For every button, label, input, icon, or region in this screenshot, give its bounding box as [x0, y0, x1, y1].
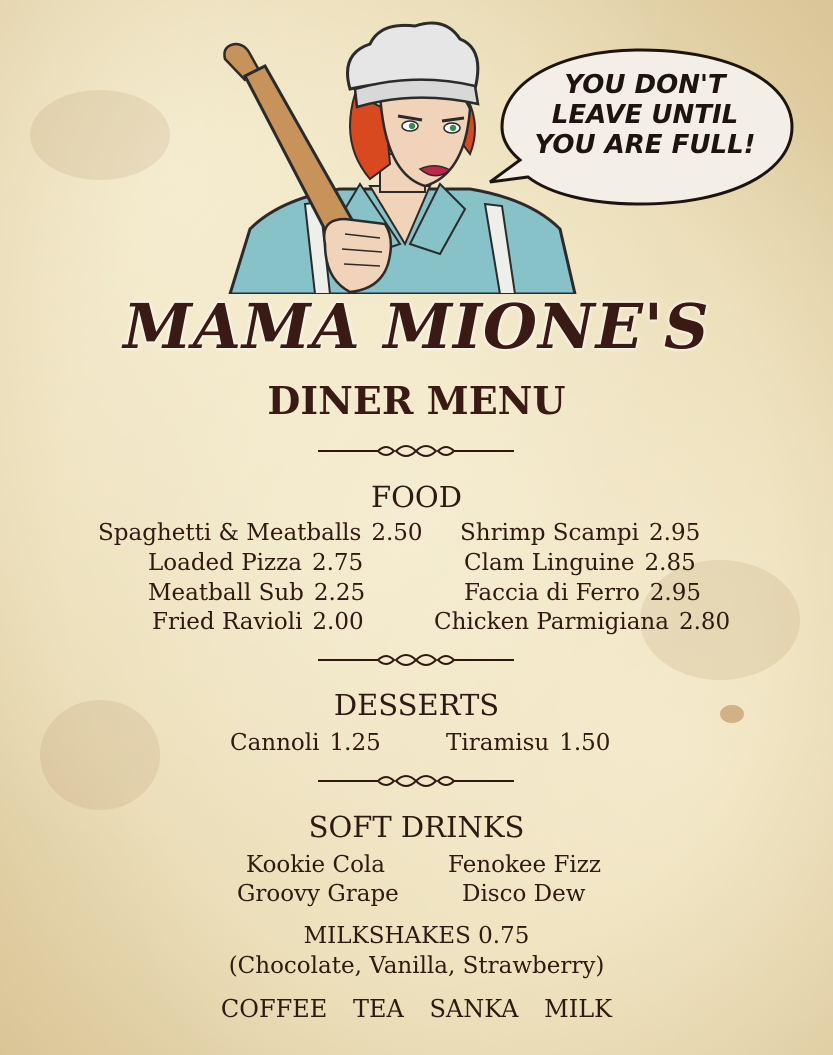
speech-bubble-text — [520, 70, 770, 160]
item-price: 1.25 — [329, 730, 381, 756]
menu-item — [98, 520, 423, 546]
item-price: 2.25 — [313, 580, 366, 606]
item-name: Tiramisu — [446, 730, 550, 756]
ornament-divider-icon — [316, 771, 516, 791]
other-drinks-row — [0, 995, 833, 1023]
drink-coffee: COFFEE — [220, 995, 328, 1023]
ornament-divider-icon — [316, 650, 516, 670]
item-name: Meatball Sub — [148, 580, 304, 606]
item-name: Loaded Pizza — [148, 550, 302, 576]
drink-item: Kookie Cola — [246, 852, 385, 878]
restaurant-title: MAMA MIONE'S — [123, 290, 710, 363]
drink-tea: TEA — [352, 995, 404, 1023]
drink-item: Groovy Grape — [237, 881, 399, 907]
item-name: Faccia di Ferro — [464, 580, 640, 606]
menu-item — [446, 730, 610, 756]
desserts-heading: DESSERTS — [333, 688, 500, 722]
item-name: Fried Ravioli — [152, 609, 303, 635]
menu-item — [464, 550, 696, 576]
menu-item — [460, 520, 700, 546]
item-price: 2.95 — [649, 580, 702, 606]
item-price: 2.75 — [311, 550, 364, 576]
item-name: Shrimp Scampi — [460, 520, 640, 546]
item-name: Cannoli — [230, 730, 320, 756]
paper-stain — [30, 90, 170, 180]
drink-item: Fenokee Fizz — [448, 852, 601, 878]
menu-item — [464, 580, 701, 606]
item-price: 2.00 — [312, 609, 364, 635]
drink-milk: MILK — [544, 995, 613, 1023]
ornament-divider-icon — [316, 441, 516, 461]
item-price: 2.50 — [371, 520, 423, 546]
item-price: 1.50 — [559, 730, 611, 756]
item-price: 2.95 — [649, 520, 701, 546]
menu-item — [152, 609, 364, 635]
item-name: Clam Linguine — [464, 550, 635, 576]
milkshake-flavors: (Chocolate, Vanilla, Strawberry) — [228, 953, 605, 979]
menu-item — [230, 730, 381, 756]
menu-subtitle: DINER MENU — [267, 378, 566, 423]
menu-item — [434, 609, 730, 635]
bubble-line-2: LEAVE UNTIL — [551, 100, 739, 130]
bubble-line-3: YOU ARE FULL! — [534, 130, 756, 160]
drink-sanka: SANKA — [429, 995, 519, 1023]
milkshakes-line: MILKSHAKES 0.75 — [303, 923, 530, 949]
food-heading: FOOD — [371, 480, 462, 514]
soft-drinks-heading: SOFT DRINKS — [308, 810, 525, 844]
menu-item — [148, 550, 363, 576]
item-price: 2.85 — [644, 550, 696, 576]
item-price: 2.80 — [678, 609, 731, 635]
menu-item — [148, 580, 365, 606]
item-name: Spaghetti & Meatballs — [98, 520, 362, 546]
bubble-line-1: YOU DON'T — [564, 70, 726, 100]
item-name: Chicken Parmigiana — [434, 609, 669, 635]
drink-item: Disco Dew — [462, 881, 586, 907]
